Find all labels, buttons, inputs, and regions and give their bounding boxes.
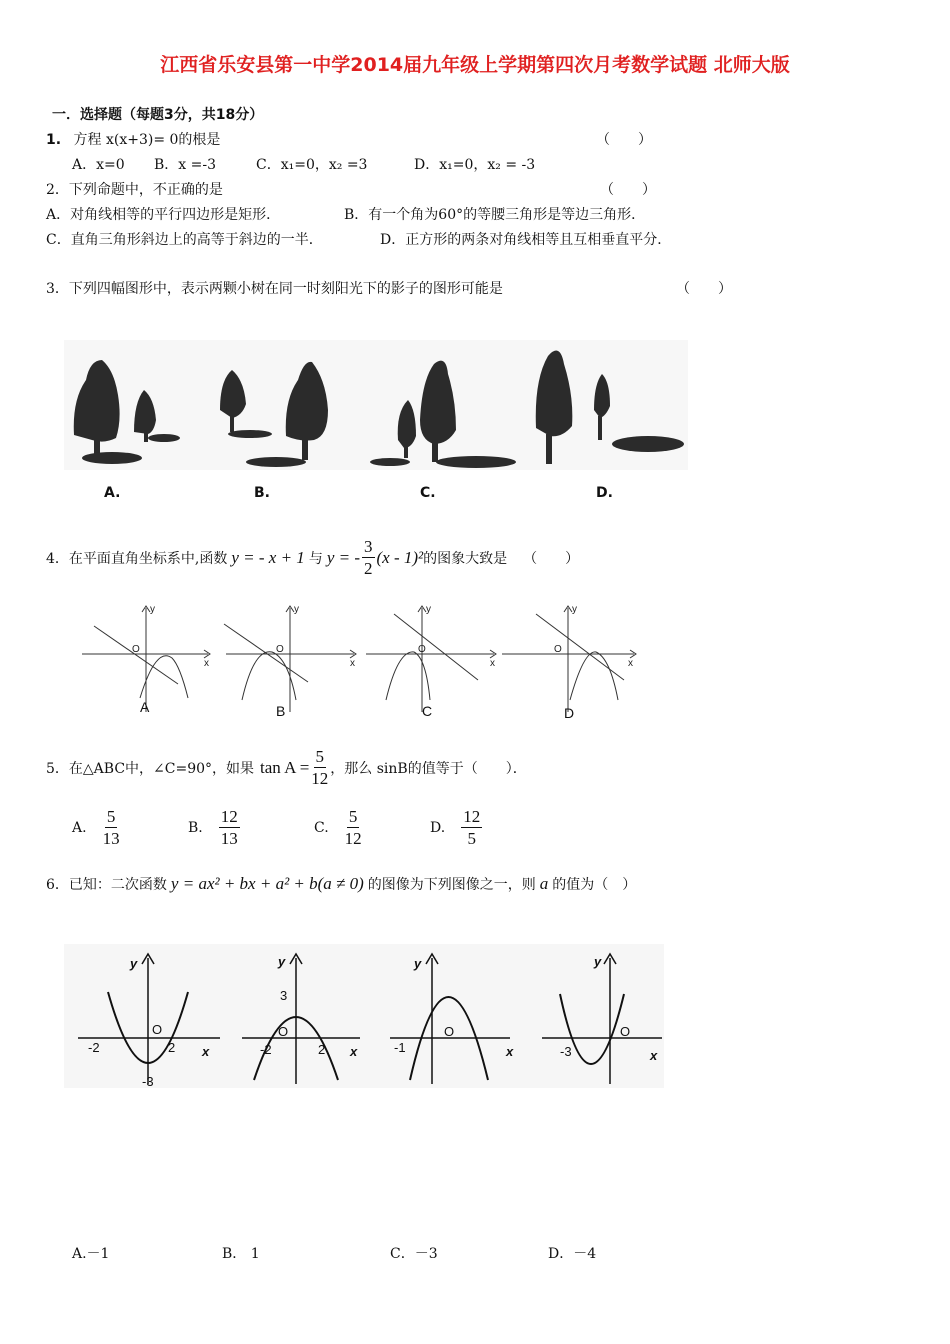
denominator: 12	[311, 769, 329, 788]
option-b: B．有一个角为60°的等腰三角形是等边三角形．	[344, 207, 646, 223]
axis-x-label: x	[202, 1044, 210, 1059]
option-c: C．直角三角形斜边上的高等于斜边的一半．	[46, 232, 323, 248]
question-5	[46, 746, 527, 789]
graph-label-b: B	[276, 703, 286, 719]
option-a: A．x=0	[72, 157, 125, 173]
question-text: 6．已知：二次函数	[46, 877, 167, 893]
tick-label: 2	[168, 1040, 176, 1055]
option-label: C.	[314, 819, 329, 836]
origin-label: O	[132, 644, 140, 655]
figure-label-d: D.	[596, 485, 613, 501]
origin-label: O	[278, 1024, 289, 1039]
denominator: 13	[102, 829, 120, 848]
tick-label: -2	[88, 1040, 100, 1055]
denominator: 2	[364, 559, 373, 578]
question-3: 3．下列四幅图形中，表示两颗小树在同一时刻阳光下的影子的图形可能是	[46, 281, 503, 297]
axis-x-label: x	[650, 1048, 658, 1063]
answer-paren: （ ）	[596, 132, 652, 148]
question-text: 方程 x(x+3)= 0的根是	[73, 132, 221, 148]
page-title: 江西省乐安县第一中学2014届九年级上学期第四次月考数学试题 北师大版	[160, 54, 790, 76]
numerator: 12	[463, 807, 481, 826]
axis-y-label: y	[426, 604, 431, 615]
fraction	[461, 806, 482, 849]
tick-label: 2	[318, 1042, 326, 1057]
option-label: B.	[188, 819, 203, 836]
axis-y-label: y	[414, 956, 422, 971]
numerator: 5	[106, 807, 116, 826]
figure-label-a: A.	[104, 485, 121, 501]
answer-paren: （ ）	[523, 550, 580, 567]
question-4	[46, 536, 579, 579]
graph-d	[502, 606, 636, 712]
origin-label: O	[152, 1022, 163, 1037]
answer-paren: （ ）	[676, 281, 732, 297]
option-label: D.	[430, 819, 446, 836]
axis-x-label: x	[204, 658, 209, 669]
question-2: 2．下列命题中，不正确的是	[46, 182, 223, 198]
option-label: A.	[72, 819, 87, 836]
axis-y-label: y	[278, 954, 286, 969]
origin-label: O	[276, 644, 284, 655]
figure-label-c: C.	[420, 485, 436, 501]
option-c	[314, 806, 364, 849]
question-1	[46, 129, 220, 149]
tan-expression: tan A =	[260, 757, 310, 777]
origin-label: O	[418, 644, 426, 655]
figure-label-b: B.	[254, 485, 270, 501]
question-text: 4．在平面直角坐标系中,函数	[46, 550, 228, 567]
axis-x-label: x	[506, 1044, 514, 1059]
axis-x-label: x	[490, 658, 495, 669]
graph-label-a: A	[140, 699, 150, 715]
denominator: 13	[220, 829, 238, 848]
option-d	[430, 806, 484, 849]
question-text: 5．在△ABC中，∠C=90°，如果	[46, 760, 255, 777]
origin-label: O	[554, 644, 562, 655]
question-6	[46, 874, 636, 894]
axis-x-label: x	[350, 658, 355, 669]
fraction	[219, 806, 240, 849]
denominator: 12	[344, 829, 362, 848]
question-text: 的图像为下列图像之一，则	[367, 877, 536, 893]
quadratic-graphs-q6	[64, 944, 664, 1088]
option-b: B． 1	[222, 1246, 260, 1262]
tick-label: -3	[142, 1074, 154, 1088]
fraction	[103, 806, 120, 849]
option-c: C．x₁=0，x₂ =3	[256, 157, 368, 173]
option-b: B．x =-3	[154, 157, 217, 173]
tick-label: -1	[394, 1040, 406, 1055]
graph-a	[82, 606, 210, 712]
numerator: 5	[315, 747, 325, 766]
graph-b	[224, 606, 356, 712]
tick-label: 3	[280, 988, 288, 1003]
axis-y-label: y	[150, 604, 155, 615]
formula-linear: y = - x + 1	[231, 547, 305, 567]
question-number: 1.	[46, 132, 62, 148]
axis-x-label: x	[350, 1044, 358, 1059]
graph-label-d: D	[564, 705, 575, 721]
option-c: C．－3	[390, 1246, 438, 1262]
fraction	[362, 536, 375, 579]
trees-shadows-figure	[64, 340, 688, 470]
axis-y-label: y	[594, 954, 602, 969]
question-text: 与	[308, 550, 323, 567]
formula-quadratic: y = -	[326, 547, 360, 567]
section-heading: 一．选择题（每题3分，共18分）	[52, 107, 264, 123]
formula-quadratic: y = ax² + bx + a² + b(a ≠ 0)	[170, 874, 364, 893]
option-a: A．对角线相等的平行四边形是矩形．	[46, 207, 281, 223]
variable-a: a	[539, 874, 549, 893]
graph-c	[366, 606, 496, 712]
answer-paren: （ ）	[600, 182, 656, 198]
tick-label: -3	[560, 1044, 572, 1059]
option-b	[188, 806, 242, 849]
axis-y-label: y	[294, 604, 299, 615]
graph-label-c: C	[422, 703, 433, 719]
numerator: 12	[220, 807, 238, 826]
axis-y-label: y	[572, 604, 577, 615]
numerator: 3	[364, 537, 373, 556]
origin-label: O	[620, 1024, 631, 1039]
fraction	[311, 746, 328, 789]
option-a: A.－1	[72, 1246, 110, 1262]
option-d: D．－4	[548, 1246, 597, 1262]
option-a	[72, 806, 122, 849]
option-d: D．x₁=0，x₂ = -3	[414, 157, 536, 173]
axis-x-label: x	[628, 658, 633, 669]
axis-y-label: y	[130, 956, 138, 971]
function-graphs-q4	[76, 600, 646, 730]
numerator: 5	[348, 807, 358, 826]
question-text: ，那么 sinB的值等于（ ）．	[330, 760, 527, 777]
question-text: 的图象大致是	[423, 550, 508, 567]
origin-label: O	[444, 1024, 455, 1039]
fraction	[345, 806, 362, 849]
option-d: D．正方形的两条对角线相等且互相垂直平分．	[380, 232, 672, 248]
question-text: 的值为（ ）	[552, 877, 637, 893]
denominator: 5	[467, 829, 476, 848]
formula-quadratic-tail: (x - 1)²	[376, 547, 424, 567]
tick-label: -2	[260, 1042, 272, 1057]
